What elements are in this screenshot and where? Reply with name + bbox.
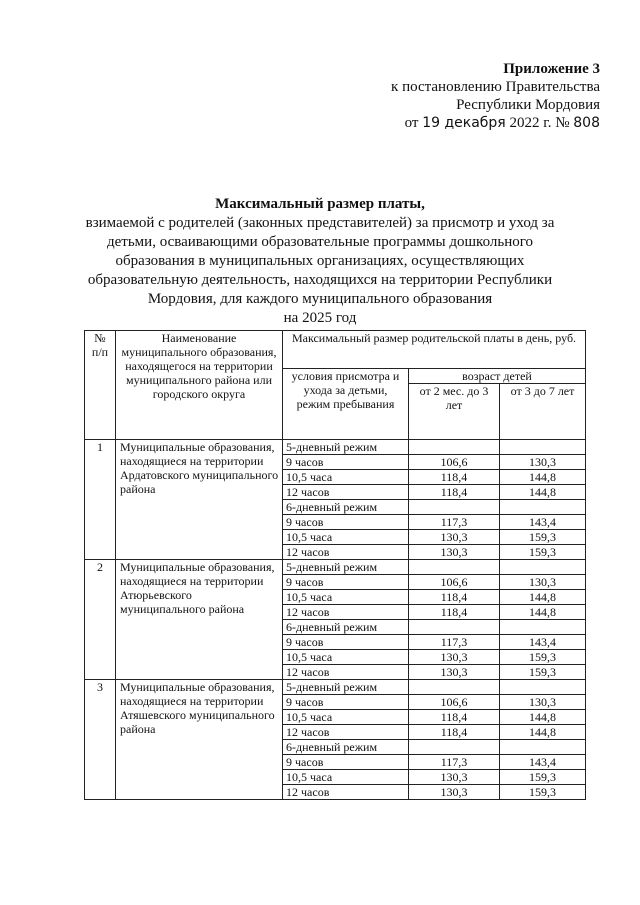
empty-cell xyxy=(409,680,500,695)
header-age: возраст детей xyxy=(409,369,586,384)
fee-age-3y-7y: 144,8 xyxy=(500,710,586,725)
fee-age-2m-3y: 130,3 xyxy=(409,665,500,680)
fee-age-3y-7y: 130,3 xyxy=(500,695,586,710)
row-number: 3 xyxy=(85,680,116,800)
duration-label: 10,5 часа xyxy=(283,470,409,485)
duration-label: 9 часов xyxy=(283,455,409,470)
fee-age-2m-3y: 118,4 xyxy=(409,605,500,620)
duration-label: 9 часов xyxy=(283,635,409,650)
fee-age-2m-3y: 118,4 xyxy=(409,725,500,740)
duration-label: 10,5 часа xyxy=(283,710,409,725)
appendix-header xyxy=(391,60,600,132)
empty-cell xyxy=(500,620,586,635)
duration-label: 12 часов xyxy=(283,725,409,740)
regime-label: 5-дневный режим xyxy=(283,560,409,575)
empty-cell xyxy=(409,740,500,755)
fee-age-2m-3y: 130,3 xyxy=(409,530,500,545)
appendix-date-line xyxy=(391,114,600,132)
title-bold: Максимальный размер платы, xyxy=(215,196,425,212)
fee-age-3y-7y: 130,3 xyxy=(500,455,586,470)
fee-age-2m-3y: 106,6 xyxy=(409,575,500,590)
fee-age-3y-7y: 143,4 xyxy=(500,635,586,650)
fee-age-2m-3y: 118,4 xyxy=(409,590,500,605)
fee-age-2m-3y: 117,3 xyxy=(409,755,500,770)
empty-cell xyxy=(500,560,586,575)
duration-label: 9 часов xyxy=(283,575,409,590)
duration-label: 10,5 часа xyxy=(283,650,409,665)
table-row xyxy=(85,440,586,455)
fee-age-3y-7y: 143,4 xyxy=(500,515,586,530)
fee-age-2m-3y: 117,3 xyxy=(409,635,500,650)
date-day-month: 19 декабря xyxy=(422,115,506,131)
fee-age-3y-7y: 130,3 xyxy=(500,575,586,590)
header-age-1: от 2 мес. до 3 лет xyxy=(409,384,500,440)
empty-cell xyxy=(409,560,500,575)
fee-age-2m-3y: 106,6 xyxy=(409,455,500,470)
fee-age-3y-7y: 144,8 xyxy=(500,485,586,500)
document-title xyxy=(70,195,570,328)
fee-age-3y-7y: 143,4 xyxy=(500,755,586,770)
appendix-line-1: к постановлению Правительства xyxy=(391,79,600,95)
fee-age-3y-7y: 144,8 xyxy=(500,725,586,740)
fee-age-3y-7y: 144,8 xyxy=(500,605,586,620)
fee-age-3y-7y: 159,3 xyxy=(500,665,586,680)
header-max-fee: Максимальный размер родительской платы в день, руб. xyxy=(283,331,586,369)
municipality-name: Муниципальные образования, находящиеся на территории Атяшевского муниципального района xyxy=(116,680,283,800)
fee-age-3y-7y: 159,3 xyxy=(500,530,586,545)
municipality-name: Муниципальные образования, находящиеся на территории Ардатовского муниципального района xyxy=(116,440,283,560)
fee-age-2m-3y: 106,6 xyxy=(409,695,500,710)
duration-label: 9 часов xyxy=(283,755,409,770)
regime-label: 6-дневный режим xyxy=(283,620,409,635)
duration-label: 10,5 часа xyxy=(283,770,409,785)
row-number: 2 xyxy=(85,560,116,680)
fee-age-3y-7y: 159,3 xyxy=(500,545,586,560)
fee-age-2m-3y: 130,3 xyxy=(409,650,500,665)
regime-label: 5-дневный режим xyxy=(283,680,409,695)
appendix-line-2: Республики Мордовия xyxy=(456,97,600,113)
title-text: взимаемой с родителей (законных представителей) за присмотр и уход за детьми, осваивающими образовательные программы дошкольного образования в муниципальных организациях, осуществляющих образовательную деятельность, находящихся на территории Республики Мордовия, для каждого муниципального образования xyxy=(85,215,555,307)
header-name: Наименование муниципального образования, находящегося на территории муниципального района или городского округа xyxy=(116,331,283,440)
fee-age-2m-3y: 117,3 xyxy=(409,515,500,530)
table-row xyxy=(85,680,586,695)
table-body xyxy=(85,440,586,800)
duration-label: 9 часов xyxy=(283,695,409,710)
regime-label: 5-дневный режим xyxy=(283,440,409,455)
duration-label: 10,5 часа xyxy=(283,590,409,605)
empty-cell xyxy=(500,440,586,455)
date-prefix: от xyxy=(404,115,419,131)
header-num: № п/п xyxy=(85,331,116,440)
fee-age-2m-3y: 118,4 xyxy=(409,485,500,500)
appendix-label: Приложение 3 xyxy=(503,61,600,77)
duration-label: 12 часов xyxy=(283,665,409,680)
empty-cell xyxy=(500,740,586,755)
fee-age-3y-7y: 159,3 xyxy=(500,770,586,785)
fees-table xyxy=(84,330,586,800)
title-year: на 2025 год xyxy=(283,310,357,326)
row-number: 1 xyxy=(85,440,116,560)
empty-cell xyxy=(409,500,500,515)
regime-label: 6-дневный режим xyxy=(283,500,409,515)
date-year: 2022 г. № xyxy=(509,115,570,131)
empty-cell xyxy=(409,440,500,455)
empty-cell xyxy=(409,620,500,635)
fee-age-2m-3y: 130,3 xyxy=(409,770,500,785)
table-row xyxy=(85,560,586,575)
header-age-2: от 3 до 7 лет xyxy=(500,384,586,440)
regime-label: 6-дневный режим xyxy=(283,740,409,755)
doc-number: 808 xyxy=(573,115,600,131)
duration-label: 12 часов xyxy=(283,545,409,560)
fee-age-2m-3y: 130,3 xyxy=(409,785,500,800)
fee-age-3y-7y: 144,8 xyxy=(500,590,586,605)
header-conditions: условия присмотра и ухода за детьми, режим пребывания xyxy=(283,369,409,440)
fee-age-3y-7y: 159,3 xyxy=(500,785,586,800)
fee-age-3y-7y: 144,8 xyxy=(500,470,586,485)
duration-label: 12 часов xyxy=(283,485,409,500)
duration-label: 9 часов xyxy=(283,515,409,530)
duration-label: 10,5 часа xyxy=(283,530,409,545)
fee-age-2m-3y: 118,4 xyxy=(409,470,500,485)
duration-label: 12 часов xyxy=(283,605,409,620)
duration-label: 12 часов xyxy=(283,785,409,800)
empty-cell xyxy=(500,680,586,695)
municipality-name: Муниципальные образования, находящиеся на территории Атюрьевского муниципального района xyxy=(116,560,283,680)
empty-cell xyxy=(500,500,586,515)
fee-age-2m-3y: 130,3 xyxy=(409,545,500,560)
fee-age-2m-3y: 118,4 xyxy=(409,710,500,725)
fee-age-3y-7y: 159,3 xyxy=(500,650,586,665)
